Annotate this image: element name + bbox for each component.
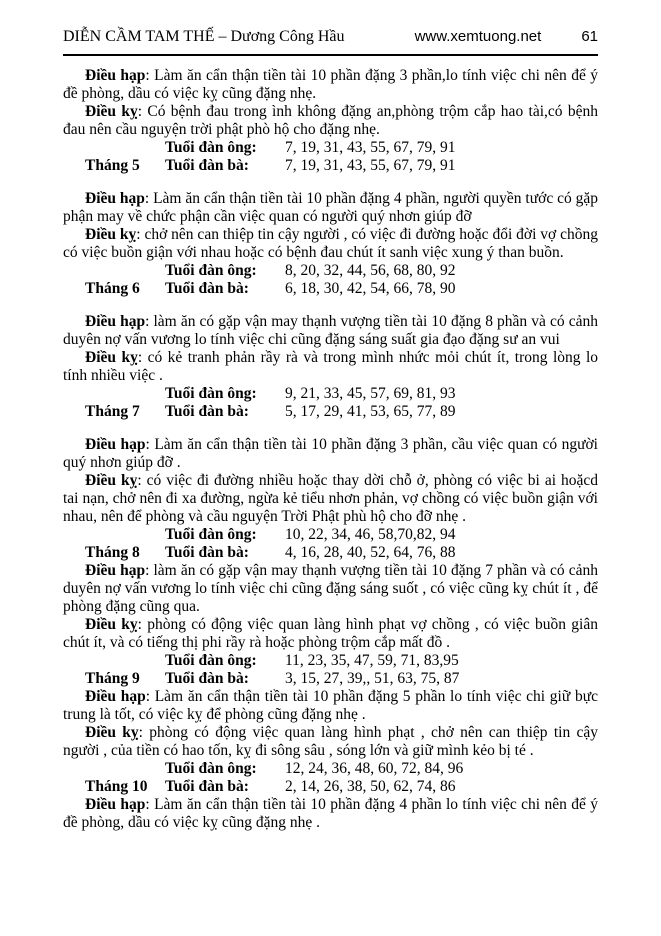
men-ages-values: 9, 21, 33, 45, 57, 69, 81, 93 (285, 385, 456, 402)
dieu-hap-paragraph (63, 67, 598, 103)
men-ages-values: 7, 19, 31, 43, 55, 67, 79, 91 (285, 139, 456, 156)
dieu-ky-text: : có kẻ tranh phản rầy rà và trong mình nhức mỏi chút ít, trong lòng lo tính nhiều việc . (63, 349, 599, 384)
dieu-hap-label: Điều hạp (85, 688, 146, 705)
dieu-hap-paragraph (63, 436, 598, 472)
age-row-men (63, 139, 598, 157)
dieu-hap-paragraph (63, 796, 598, 832)
website-url: www.xemtuong.net (414, 28, 542, 45)
age-row-men (63, 526, 598, 544)
month-spacer (63, 139, 165, 157)
women-ages-label: Tuổi đàn bà: (165, 280, 249, 297)
dieu-ky-paragraph (63, 226, 598, 262)
section-gap (63, 175, 598, 190)
men-ages-label: Tuổi đàn ông: (165, 385, 257, 402)
page-body (63, 67, 598, 832)
women-ages-label: Tuổi đàn bà: (165, 670, 249, 687)
women-ages-values: 7, 19, 31, 43, 55, 67, 79, 91 (285, 157, 456, 174)
month-label: Tháng 5 (85, 157, 140, 174)
dieu-ky-paragraph (63, 472, 598, 526)
men-ages-values: 10, 22, 34, 46, 58,70,82, 94 (285, 526, 456, 543)
age-row-women (63, 280, 598, 298)
women-ages-values: 3, 15, 27, 39,, 51, 63, 75, 87 (285, 670, 460, 687)
section-gap (63, 421, 598, 436)
dieu-hap-label: Điều hạp (85, 562, 146, 579)
dieu-hap-label: Điều hạp (85, 190, 145, 207)
month-label: Tháng 7 (85, 403, 140, 420)
dieu-ky-label: Điều kỵ (85, 616, 138, 633)
women-ages-values: 2, 14, 26, 38, 50, 62, 74, 86 (285, 778, 456, 795)
book-title: DIỄN CẦM TAM THẾ – Dương Công Hầu (63, 28, 345, 45)
age-row-men (63, 652, 598, 670)
age-row-men (63, 262, 598, 280)
age-row-men (63, 760, 598, 778)
dieu-ky-label: Điều kỵ (85, 472, 138, 489)
month-spacer (63, 385, 165, 403)
dieu-ky-label: Điều kỵ (85, 724, 139, 741)
section-gap (63, 298, 598, 313)
dieu-hap-label: Điều hạp (85, 436, 146, 453)
dieu-hap-text: : Làm ăn cẩn thận tiền tài 10 phần đặng 4 phần, người quyền tước có gặp phận may về chức phận cần việc quan có người quý nhơn giúp đỡ (63, 190, 598, 225)
dieu-ky-paragraph (63, 724, 598, 760)
dieu-hap-text: : Làm ăn cẩn thận tiền tài 10 phần đặng 3 phần, cầu việc quan có người quý nhơn giúp đỡ . (63, 436, 598, 471)
month-label: Tháng 8 (85, 544, 140, 561)
dieu-ky-paragraph (63, 349, 598, 385)
women-ages-label: Tuổi đàn bà: (165, 403, 249, 420)
men-ages-label: Tuổi đàn ông: (165, 262, 257, 279)
month-spacer (63, 526, 165, 544)
age-row-women (63, 544, 598, 562)
age-row-women (63, 157, 598, 175)
dieu-hap-paragraph (63, 190, 598, 226)
dieu-hap-paragraph (63, 562, 598, 616)
dieu-hap-text: : làm ăn có gặp vận may thạnh vượng tiền tài 10 đặng 7 phần và có cảnh duyên nợ vấn vương lo tính việc chi cũng đặng sáng suốt , có việc cũng kỵ chút ít , để phòng đặng cũng qua. (63, 562, 598, 615)
age-row-women (63, 778, 598, 796)
dieu-hap-text: : Làm ăn cẩn thận tiền tài 10 phần đặng 4 phần lo tính việc chi nên để ý đề phòng, dầu có việc kỵ cũng đặng nhẹ . (63, 796, 598, 831)
dieu-hap-text: : Làm ăn cẩn thận tiền tài 10 phần đặng 5 phần lo tính việc chi giữ bực trung là tốt, có việc kỵ để phòng cũng đặng nhẹ . (63, 688, 598, 723)
dieu-ky-text: : phòng có động việc quan làng hình phạt , chở nên can thiệp tin cậy người , của tiền có hao tốn, kỵ đi sông sâu , sóng lớn và giữ mình kẻo bị té . (63, 724, 599, 759)
men-ages-label: Tuổi đàn ông: (165, 760, 257, 777)
dieu-hap-paragraph (63, 313, 598, 349)
dieu-hap-text: : Làm ăn cẩn thận tiền tài 10 phần đặng 3 phần,lo tính việc chi nên để ý đề phòng, dầu có việc kỵ cũng đặng nhẹ. (63, 67, 598, 102)
page-number: 61 (581, 28, 598, 45)
men-ages-label: Tuổi đàn ông: (165, 526, 257, 543)
men-ages-label: Tuổi đàn ông: (165, 139, 257, 156)
men-ages-values: 8, 20, 32, 44, 56, 68, 80, 92 (285, 262, 456, 279)
women-ages-values: 6, 18, 30, 42, 54, 66, 78, 90 (285, 280, 456, 297)
dieu-ky-paragraph (63, 616, 598, 652)
dieu-ky-text: : Có bệnh đau trong ình không đặng an,phòng trộm cắp hao tài,có bệnh đau nên cầu nguyện trời phật phò hộ cho đặng nhẹ. (63, 103, 598, 138)
dieu-ky-paragraph (63, 103, 598, 139)
dieu-hap-paragraph (63, 688, 598, 724)
women-ages-label: Tuổi đàn bà: (165, 544, 249, 561)
dieu-ky-text: : phòng có động việc quan làng hình phạt vợ chồng , có việc buồn giân chút ít, và có tiếng thị phi rầy rà hoặc phòng trộm cắp mất đồ . (63, 616, 598, 651)
women-ages-label: Tuổi đàn bà: (165, 157, 249, 174)
age-row-women (63, 403, 598, 421)
dieu-hap-label: Điều hạp (85, 313, 146, 330)
dieu-hap-label: Điều hạp (85, 67, 146, 84)
month-label: Tháng 6 (85, 280, 140, 297)
dieu-hap-text: : làm ăn có gặp vận may thạnh vượng tiền tài 10 đặng 8 phần và có cảnh duyên nợ vấn vương lo tính việc chi cũng đặng sáng suất gia đạo đặng sư an vui (63, 313, 598, 348)
men-ages-values: 11, 23, 35, 47, 59, 71, 83,95 (285, 652, 459, 669)
month-spacer (63, 760, 165, 778)
dieu-ky-text: : có việc đi đường nhiều hoặc thay dời chỗ ở, phòng có việc bi ai hoặcd tai nạn, chở nên đi xa đường, ngừa kẻ tiểu nhơn phản, vợ chồng có việc buồn giận với nhau, nên để phòng và cầu nguyện Trời Phật phù hộ cho đỡ nhẹ . (63, 472, 598, 525)
men-ages-values: 12, 24, 36, 48, 60, 72, 84, 96 (285, 760, 464, 777)
dieu-ky-label: Điều kỵ (85, 226, 137, 243)
month-spacer (63, 262, 165, 280)
women-ages-values: 5, 17, 29, 41, 53, 65, 77, 89 (285, 403, 456, 420)
page-header (63, 28, 598, 56)
women-ages-values: 4, 16, 28, 40, 52, 64, 76, 88 (285, 544, 456, 561)
age-row-men (63, 385, 598, 403)
dieu-ky-label: Điều kỵ (85, 349, 138, 366)
month-label: Tháng 9 (85, 670, 140, 687)
month-spacer (63, 652, 165, 670)
age-row-women (63, 670, 598, 688)
dieu-hap-label: Điều hạp (85, 796, 146, 813)
dieu-ky-label: Điều kỵ (85, 103, 138, 120)
month-label: Tháng 10 (85, 778, 148, 795)
dieu-ky-text: : chở nên can thiệp tin cậy người , có việc đi đường hoặc đổi đời vợ chồng có việc buồn giận với nhau hoặc có bệnh đau chút ít sanh việc xung ý than buồn. (63, 226, 598, 261)
men-ages-label: Tuổi đàn ông: (165, 652, 257, 669)
women-ages-label: Tuổi đàn bà: (165, 778, 249, 795)
